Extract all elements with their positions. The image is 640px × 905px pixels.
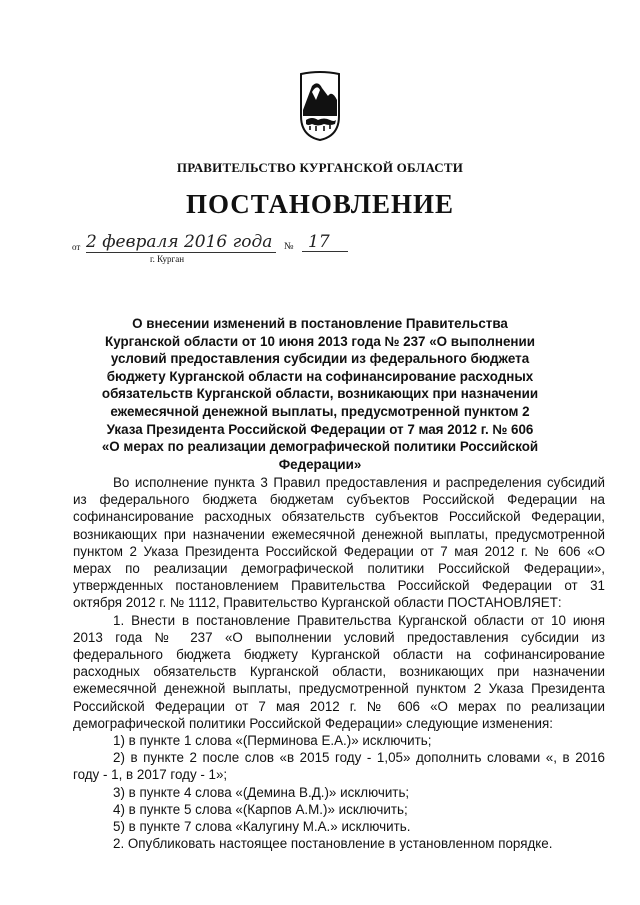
document-type-title: ПОСТАНОВЛЕНИЕ: [185, 189, 455, 219]
subpoint-5: 5) в пункте 7 слова «Калугину М.А.» исключить.: [113, 819, 411, 835]
point-2-paragraph: 2. Опубликовать настоящее постановление в установленном порядке.: [113, 836, 553, 852]
date-number-block: [72, 232, 352, 272]
resolution-title: О внесении изменений в постановление Правительства Курганской области от 10 июня 2013 года № 237 «О выполнении условий предоставления субсидии из федерального бюджета бюджету Курганской области на софинансирование расходных обязательств Курганской области, возникающих при назначении ежемесячной денежной выплаты, предусмотренной пунктом 2 Указа Президента Российской Федерации от 7 мая 2012 г. № 606 «О мерах по реализации демографической политики Российской Федерации»: [101, 316, 539, 472]
number-label: №: [284, 241, 294, 252]
city-label: г. Курган: [150, 254, 185, 264]
government-name: ПРАВИТЕЛЬСТВО КУРГАНСКОЙ ОБЛАСТИ: [176, 160, 464, 175]
subpoint-1: 1) в пункте 1 слова «(Перминова Е.А.)» исключить;: [113, 733, 432, 749]
handwritten-date: 2 февраля 2016 года: [86, 232, 276, 253]
subpoint-2: 2) в пункте 2 после слов «в 2015 году - 1,05» дополнить словами «, в 2016 году - 1, в 2017 году - 1»;: [73, 750, 605, 783]
point-1-paragraph: 1. Внести в постановление Правительства Курганской области от 10 июня 2013 года № 237 «О выполнении условий предоставления субсидии из федерального бюджета бюджету Курганской области на софинансирование расходных обязательств Курганской области, возникающих при назначении ежемесячной денежной выплаты, предусмотренной пунктом 2 Указа Президента Российской Федерации от 7 мая 2012 г. № 606 «О мерах по реализации демографической политики Российской Федерации» следующие изменения:: [73, 612, 605, 731]
subpoint-4: 4) в пункте 5 слова «(Карпов А.М.)» исключить;: [113, 801, 408, 817]
from-label: от: [72, 242, 81, 252]
resolution-body: [73, 474, 605, 852]
preamble-paragraph: Во исполнение пункта 3 Правил предоставления и распределения субсидий из федерального бюджета бюджетам субъектов Российской Федерации на софинансирование расходных обязательств субъектов Российской Федерации, возникающих при назначении ежемесячной денежной выплаты, предусмотренной пунктом 2 Указа Президента Российской Федерации от 7 мая 2012 г. № 606 «О мерах по реализации демографической политики Российской Федерации», утвержденных постановлением Правительства Российской Федерации от 31 октября 2012 г. № 1112, Правительство Курганской области ПОСТАНОВЛЯЕТ:: [73, 475, 605, 611]
subpoint-3: 3) в пункте 4 слова «(Демина В.Д.)» исключить;: [113, 784, 410, 800]
kurgan-coat-of-arms-icon: [298, 70, 342, 142]
handwritten-number: 17: [302, 232, 348, 252]
